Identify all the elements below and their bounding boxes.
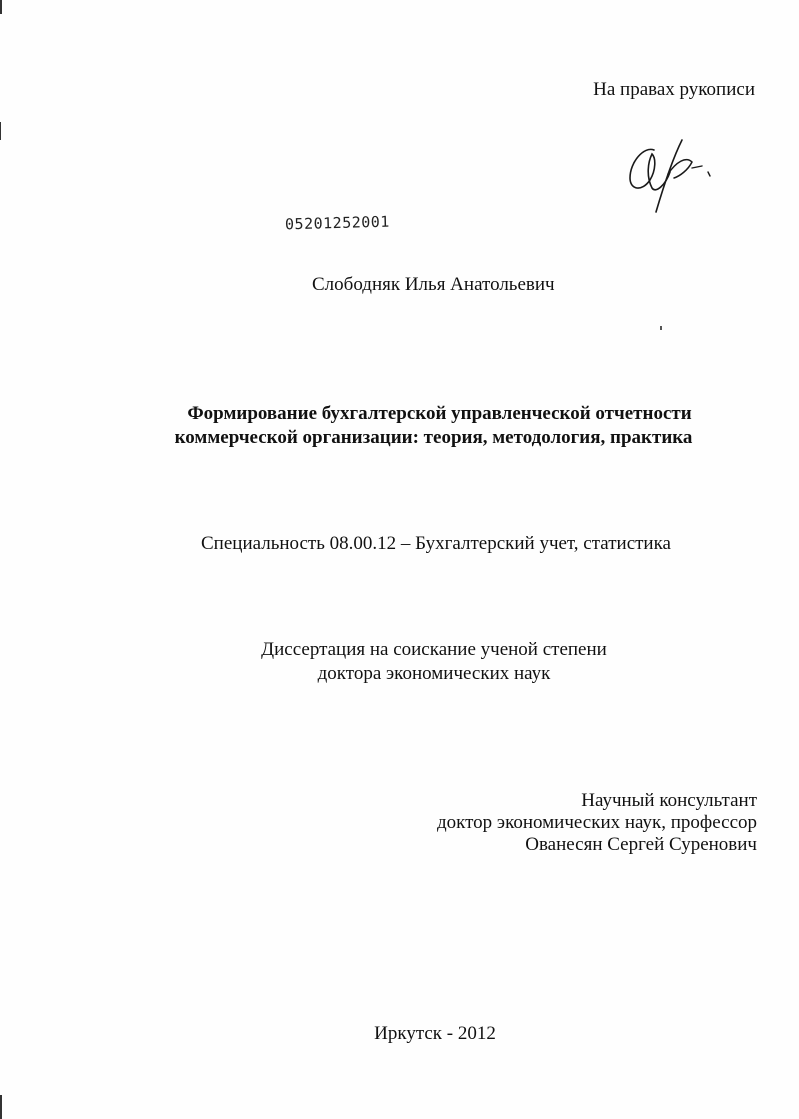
specialty: Специальность 08.00.12 – Бухгалтерский учет, статистика [201, 533, 671, 554]
title-line-1: Формирование бухгалтерской управленческой отчетности [187, 403, 692, 424]
degree-line-1: Диссертация на соискание ученой степени [261, 639, 607, 660]
archive-code: 05201252001 [284, 212, 391, 234]
author-name: Слободняк Илья Анатольевич [312, 274, 555, 295]
signature-icon [616, 132, 726, 222]
scan-edge-mark [0, 122, 1, 140]
degree-line-2: доктора экономических наук [317, 663, 551, 684]
manuscript-note: На правах рукописи [593, 79, 755, 100]
place-year: Иркутск - 2012 [374, 1023, 496, 1044]
scan-edge-mark [0, 1095, 2, 1119]
title-line-2: коммерческой организации: теория, методология, практика [174, 427, 693, 448]
scan-edge-mark [0, 0, 2, 14]
scan-speck [660, 326, 662, 330]
consultant-degree: доктор экономических наук, профессор [436, 812, 757, 833]
consultant-name: Ованесян Сергей Суренович [525, 834, 757, 855]
consultant-label: Научный консультант [581, 790, 757, 811]
